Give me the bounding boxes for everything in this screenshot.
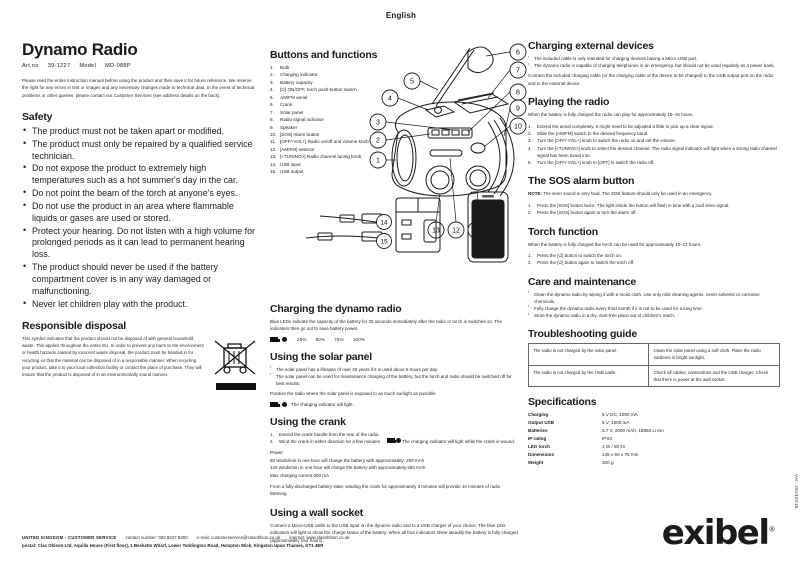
sos-step: Press the [SOS] button again to turn the alarm off.	[537, 210, 637, 216]
callout-10: 10	[514, 123, 522, 131]
disposal-text: This symbol indicates that the product should not be disposed of with general household waste. This applies throughout the entire EU. In order to prevent any harm to the environment or health hazards caused by incorrect waste disposal, the product must be handed in for recycling so that the material can be disposed of in a responsible manner. When recycling your product, take it to your local collection facility or contact the place of purchase. They will ensure that the product is disposed of in an environmentally sound manner.	[22, 335, 204, 378]
callout-6: 6	[516, 49, 520, 57]
solar-indicator-row	[270, 402, 518, 407]
spec-key: IP rating	[528, 435, 547, 441]
button-item: Radio signal indicator	[280, 117, 324, 123]
crossed-out-wheelie-bin-icon	[212, 338, 258, 378]
callout-4: 4	[388, 95, 392, 103]
battery-capacity-legend	[270, 337, 518, 342]
safety-item: • The product must not be taken apart or modified.	[22, 126, 258, 138]
external-text: Connect the included charging cable (or the charging cable of the device to be charged) to the USB output port on the radio and to the external device.	[528, 73, 774, 86]
button-item: [SOS] Alarm button	[280, 131, 320, 137]
wall-socket-text: Connect a Micro-USB cable to the USB input on the dynamo radio and to a USB charger of your choice. The blue LED indicators will light to show the charge status of the battery. When all four indicators shine steadily the battery is fully charged (approximately four hours).	[270, 522, 518, 543]
solar-position-text: Position the radio where the solar panel is exposed to as much sunlight as possible	[270, 391, 436, 397]
charging-text: Blue LEDs indicate the capacity of the battery for 30 seconds immediately after the radio or torch is switched on. The indicators then go out to save battery power.	[270, 318, 503, 332]
language-header: English	[385, 11, 417, 20]
callout-3: 3	[376, 119, 380, 127]
care-bullet: ▪ Store the dynamo radio in a dry, dust-free place out of children's reach.	[528, 312, 780, 319]
crank-step-text: Wind the crank in either direction for a few minutes.	[279, 438, 382, 444]
model-value: MD-088P	[105, 63, 131, 69]
external-bullet: ▪ The dynamo radio is capable of charging telephones in an emergency, but should not be used regularly as a power bank.	[528, 62, 780, 69]
button-item: USB output	[280, 169, 304, 175]
safety-item: • Do not point the beam of the torch at anyone's eyes.	[22, 188, 258, 200]
safety-item: • Do not expose the product to extremely high temperatures such as a hot summer's day in the car.	[22, 163, 258, 187]
safety-item: • Protect your hearing. Do not listen with a high volume for prolonged periods as it can lead to permanent hearing loss.	[22, 226, 258, 262]
sos-heading: The SOS alarm button	[528, 175, 635, 188]
power-line: 60 winds/min in one hour will charge the battery with approximately: 200 mAh	[270, 457, 425, 463]
sos-note	[528, 190, 780, 197]
safety-item: • Never let children play with the product.	[22, 299, 258, 311]
spec-key: LED torch	[528, 443, 550, 449]
button-item: [AM/FM] selector	[280, 146, 315, 152]
buttons-and-functions-heading: Buttons and functions	[270, 49, 378, 61]
wall-socket-heading: Using a wall socket	[270, 506, 364, 519]
spec-value: IPX3	[602, 435, 612, 441]
solar-bullet: ▪ The solar panel has a lifespan of over 25 years if it is used about 5 hours per day.	[270, 366, 518, 373]
spec-row	[528, 435, 664, 443]
percent-scale	[297, 337, 365, 342]
black-bar	[216, 383, 256, 390]
charging-dynamo-heading: Charging the dynamo radio	[270, 302, 402, 315]
spec-value: 5 V, 1000 mA	[602, 419, 630, 425]
weee-symbol	[212, 335, 258, 390]
button-item: Charging indicator	[280, 72, 318, 78]
playing-steps	[528, 123, 780, 167]
battery-icon	[387, 438, 395, 443]
power-label: Power:	[270, 450, 285, 456]
trouble-problem: The radio is not charged by the USB cable.	[529, 365, 649, 386]
solar-panel-heading: Using the solar panel	[270, 350, 372, 363]
torch-steps	[528, 252, 780, 267]
crank-indicator-text: The charging indicator will light while the crank is wound.	[402, 438, 516, 444]
solar-bullets	[270, 366, 518, 388]
spec-row	[528, 411, 664, 419]
version-label: Ver. 20210215	[794, 474, 799, 509]
footer-country: UNITED KINGDOM - CUSTOMER SERVICE	[22, 534, 117, 540]
footer-email: e-mail: customerservice@clasohlson.co.uk	[196, 534, 281, 540]
button-item: USB input	[280, 161, 301, 167]
playing-intro: When the battery is fully charged the radio can play for approximately 15–16 hours.	[528, 112, 694, 118]
specifications-table	[528, 411, 664, 467]
torch-step: Press the [⏻] button again to switch the torch off.	[537, 260, 635, 266]
power-line: 120 winds/min in one hour will charge the battery with approximately:350 mAh	[270, 465, 426, 471]
footer-postal: postal: Clas Ohlson Ltd, Aquilla House (First floor), 1 Becketts Wharf, Lower Teddington Road, Hampton Wick, Kingston Upon Thames, KT1 4ER	[22, 542, 324, 548]
disposal-block	[22, 335, 258, 390]
sos-note-label: NOTE:	[528, 191, 542, 197]
callout-2: 2	[376, 137, 380, 145]
callout-1: 1	[376, 157, 380, 165]
button-item: Speaker	[280, 124, 298, 130]
intro-paragraph: Please read the entire instruction manual before using the product and then save it for future reference. We reserve the right for any errors in text or images and any necessary changes made to technical data. In the event of technical problems or other queries, please contact our Customer Services (see address details on the back).	[22, 78, 255, 98]
article-line	[22, 63, 258, 69]
spec-value: 5 V DC, 1000 mA	[602, 411, 638, 417]
playing-step: Turn the [<TUNING>] knob to select the desired channel. The radio signal indicator will light when a strong radio channel signal has been tuned into.	[537, 145, 777, 158]
art-no-value: 39-1227	[47, 63, 71, 69]
pct-75: 75%	[334, 336, 344, 342]
safety-item: • The product must only be repaired by a qualified service technician.	[22, 139, 258, 163]
power-line: Max charging current 600 mA	[270, 472, 330, 478]
battery-icon	[270, 337, 278, 342]
button-item: [⏻] ON/OFF, torch push-button switch	[280, 87, 357, 93]
battery-icon	[270, 402, 278, 407]
table-row	[529, 365, 780, 386]
spec-value: 3.7 V, 2000 mAh, 18650 Li-ion	[602, 427, 664, 433]
sos-step: Press the [SOS] button twice. The light inside the button will flash in time with a loud siren signal.	[537, 202, 730, 208]
button-item: [OFF/-VOL+] Radio on/off and volume knob	[280, 139, 369, 145]
care-bullet: ▪ Fully charge the dynamo radio every third month if it is not to be used for a long time.	[528, 305, 780, 312]
external-devices-heading: Charging external devices	[528, 40, 654, 52]
disposal-heading: Responsible disposal	[22, 319, 126, 332]
usb-connection-diagram	[300, 186, 530, 266]
spec-key: Charging	[528, 411, 549, 417]
brand-logo-text: exibel	[661, 513, 769, 553]
safety-heading: Safety	[22, 110, 53, 123]
sos-note-text: The siren sound is very loud. The SOS feature should only be used in an emergency.	[543, 191, 713, 197]
playing-step: Slide the [AM/FM] switch to the desired frequency band.	[537, 131, 649, 137]
footer-line-1	[22, 534, 349, 542]
callout-8: 8	[516, 89, 520, 97]
pct-25: 25%	[297, 336, 307, 342]
spec-key: Batteries	[528, 427, 548, 433]
model-label: Model	[79, 63, 97, 69]
crank-steps	[270, 431, 518, 446]
right-column	[528, 40, 780, 548]
footer-contact: contact number: 020 8247 9300	[125, 534, 188, 540]
left-column	[22, 40, 270, 548]
spec-row	[528, 443, 664, 451]
callout-12: 12	[452, 227, 460, 235]
torch-heading: Torch function	[528, 225, 598, 238]
solar-indicator-text: The charging indicator will light.	[291, 401, 354, 407]
led-dot-icon	[396, 438, 401, 443]
callout-13: 13	[432, 227, 440, 235]
playing-step: Extend the aerial completely. It might need to be adjusted a little to pick up a clear signal.	[537, 123, 714, 129]
led-dot-icon	[282, 337, 287, 342]
specifications-heading: Specifications	[528, 395, 597, 408]
trouble-solution: Clean the solar panel using a soft cloth. Place the radio outdoors in bright sunlight.	[649, 344, 780, 365]
button-item: Battery capacity	[280, 79, 313, 85]
button-item: AM/FM aerial	[280, 94, 308, 100]
care-heading: Care and maintenance	[528, 275, 637, 288]
footer-internet: internet: www.clasohlson.co.uk	[289, 534, 350, 540]
troubleshooting-heading: Troubleshooting guide	[528, 328, 637, 341]
spec-row	[528, 419, 664, 427]
pct-50: 50%	[315, 336, 326, 342]
button-item: Solar panel	[280, 109, 304, 115]
trouble-solution: Check all cables, connections and the USB charger. Check that there is power at the wall socket.	[649, 365, 780, 386]
led-dot-icon	[282, 402, 287, 407]
spec-value: 300 g	[602, 459, 614, 465]
safety-list	[22, 126, 258, 311]
troubleshooting-table	[528, 343, 780, 387]
crank-step: Extend the crank handle from the rear of the radio.	[279, 431, 380, 437]
solar-bullet: ▪ The solar panel can be used for maintenance charging of the battery, but the torch and radio should be switched off for best results.	[270, 373, 518, 387]
button-item: Bulb	[280, 65, 290, 70]
art-no-label: Art.no	[22, 63, 39, 69]
brand-logo	[662, 513, 774, 553]
spec-value: 1 W / 80 lm	[602, 443, 626, 449]
page-title: Dynamo Radio	[22, 40, 138, 59]
playing-step: Turn the [OFF/-VOL+] knob to switch the radio on and set the volume.	[537, 138, 677, 144]
button-item: Crank	[280, 102, 293, 108]
callout-15: 15	[380, 238, 388, 246]
spec-row	[528, 451, 664, 459]
sos-steps	[528, 202, 780, 217]
external-bullet: ▪ The included cable is only intended for charging devices having a Micro-USB port.	[528, 55, 780, 62]
crank-step	[270, 438, 518, 445]
safety-item: • Do not use the product in an area where flammable liquids or gases are used or stored.	[22, 201, 258, 225]
spec-key: Output USB	[528, 419, 555, 425]
playing-radio-heading: Playing the radio	[528, 96, 610, 109]
care-bullets	[528, 291, 780, 320]
trouble-problem: The radio is not charged by the solar panel.	[529, 344, 649, 365]
spec-key: Weight	[528, 459, 544, 465]
table-row	[529, 344, 780, 365]
registered-trademark-icon: ®	[768, 525, 774, 534]
pct-100: 100%	[352, 336, 366, 342]
playing-step: Turn the [OFF/-VOL+] knob to [OFF] to switch the radio off.	[537, 160, 655, 166]
torch-intro: When the battery is fully charged the torch can be used for approximately 10–12 hours.	[528, 241, 702, 247]
callout-9: 9	[516, 105, 520, 113]
external-bullets	[528, 55, 780, 69]
callout-7: 7	[516, 67, 520, 75]
spec-value: 145 x 60 x 75 mm	[602, 451, 639, 457]
callout-14: 14	[380, 219, 388, 227]
spec-row	[528, 459, 664, 467]
torch-step: Press the [⏻] button to switch the torch on.	[537, 252, 623, 258]
button-item: [<TUNING>] Radio channel tuning knob	[280, 154, 362, 160]
callout-5: 5	[410, 78, 414, 86]
care-bullet: ▪ Clean the dynamo radio by wiping it with a moist cloth. Use only mild cleaning agents, never solvents or corrosive chemicals.	[528, 291, 780, 305]
safety-item: • The product should never be used if the battery compartment cover is in any way damaged or malfunctioning.	[22, 262, 258, 298]
spec-row	[528, 427, 664, 435]
discharged-note: From a fully-discharged battery state, winding the crank for approximately 3 minutes will provide 10 minutes of radio listening.	[270, 483, 501, 497]
footer	[22, 534, 349, 550]
crank-heading: Using the crank	[270, 415, 346, 428]
spec-key: Dimensions	[528, 451, 555, 457]
